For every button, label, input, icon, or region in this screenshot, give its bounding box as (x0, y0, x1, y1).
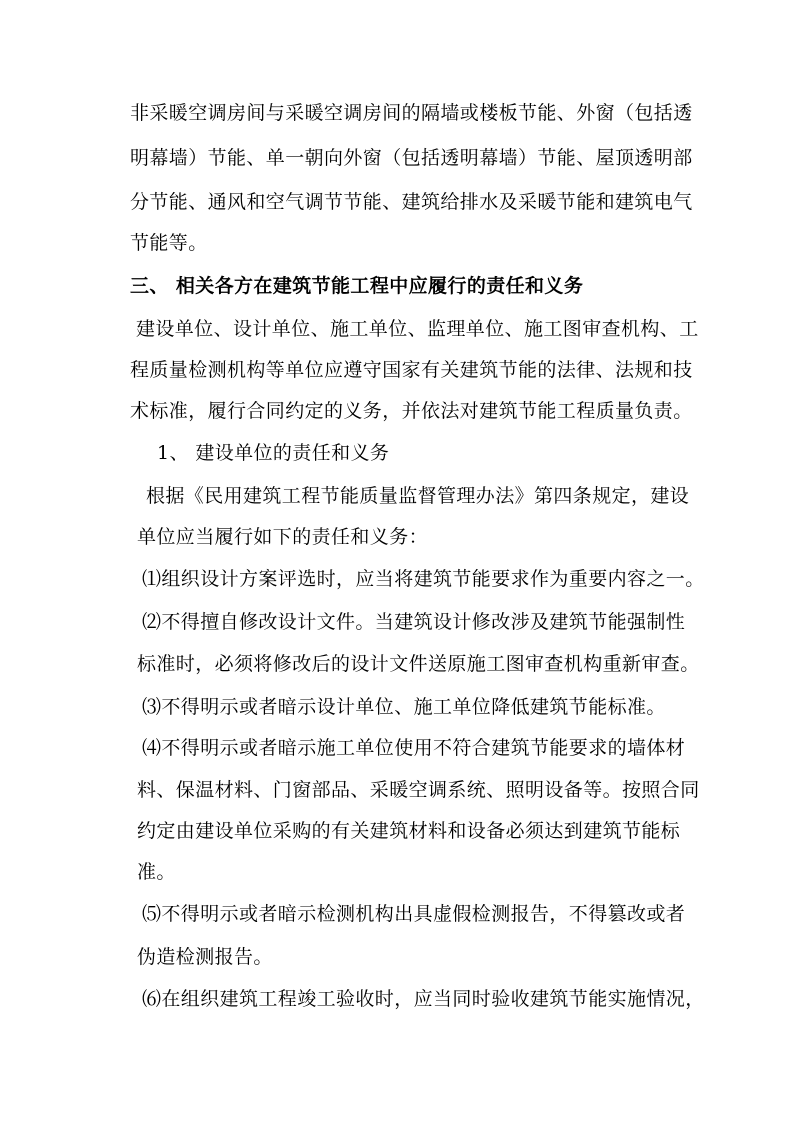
text-line: 术标准，履行合同约定的义务，并依法对建筑节能工程质量负责。 (130, 400, 693, 422)
text-line: 根据《民用建筑工程节能质量监督管理办法》第四条规定，建设 (146, 485, 690, 507)
text-line: 标准时，必须将修改后的设计文件送原施工图审查机构重新审查。 (137, 653, 700, 675)
text-line: 明幕墙）节能、单一朝向外窗（包括透明幕墙）节能、屋顶透明部 (130, 147, 693, 169)
text-line: 约定由建设单位采购的有关建筑材料和设备必须达到建筑节能标 (137, 820, 681, 842)
text-line: ⑶不得明示或者暗示设计单位、施工单位降低建筑节能标准。 (142, 696, 666, 718)
text-line: 料、保温材料、门窗部品、采暖空调系统、照明设备等。按照合同 (137, 779, 700, 801)
text-line: 分节能、通风和空气调节节能、建筑给排水及采暖节能和建筑电气 (130, 191, 693, 213)
text-line: ⑹在组织建筑工程竣工验收时，应当同时验收建筑节能实施情况， (142, 988, 705, 1010)
text-line: 程质量检测机构等单位应遵守国家有关建筑节能的法律、法规和技 (130, 359, 693, 381)
text-line: ⑵不得擅自修改设计文件。当建筑设计修改涉及建筑节能强制性 (142, 611, 686, 633)
text-line: 建设单位、设计单位、施工单位、监理单位、施工图审查机构、工 (136, 318, 699, 340)
text-line: ⑸不得明示或者暗示检测机构出具虚假检测报告，不得篡改或者 (142, 903, 686, 925)
subsection-heading: 1、 建设单位的责任和义务 (157, 442, 390, 464)
text-line: 节能等。 (130, 232, 208, 254)
text-line: ⑴组织设计方案评选时，应当将建筑节能要求作为重要内容之一。 (142, 568, 705, 590)
text-line: 非采暖空调房间与采暖空调房间的隔墙或楼板节能、外窗（包括透 (130, 102, 693, 124)
text-line: 伪造检测报告。 (137, 946, 273, 968)
text-line: 单位应当履行如下的责任和义务： (137, 526, 429, 548)
text-line: 准。 (137, 861, 176, 883)
text-line: ⑷不得明示或者暗示施工单位使用不符合建筑节能要求的墙体材 (142, 737, 686, 759)
section-heading: 三、 相关各方在建筑节能工程中应履行的责任和义务 (130, 275, 584, 297)
